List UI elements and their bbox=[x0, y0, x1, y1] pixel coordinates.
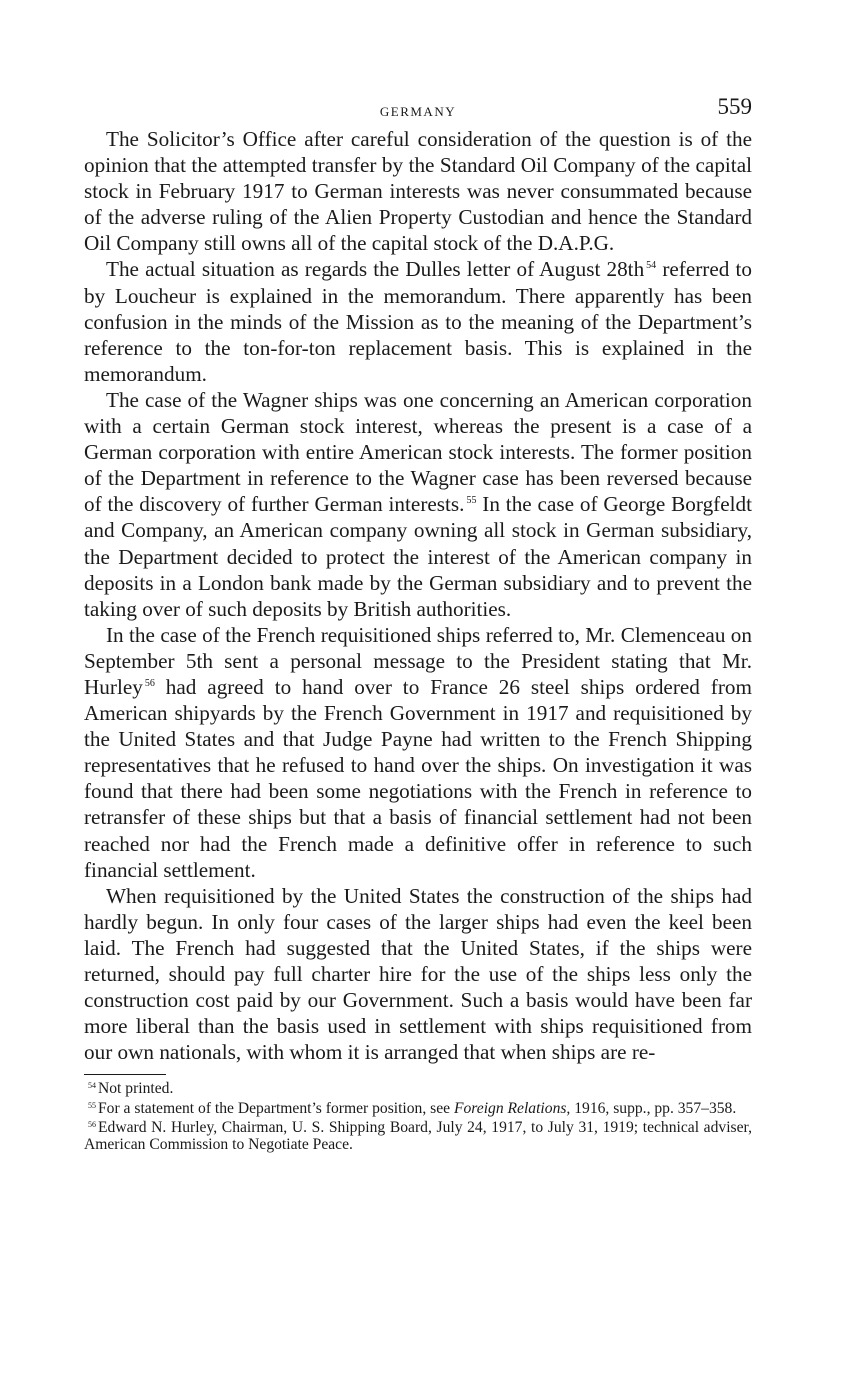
page-number: 559 bbox=[717, 94, 752, 119]
footnote-54-number: 54 bbox=[88, 1081, 96, 1091]
paragraph-2-text-b: referred to by Loucheur is explained in the memorandum. There apparently has been confusion in the minds of the Mission as to the meaning of the Department’s reference to the ton-for-ton replacement basis. This is explained in the memorandum. bbox=[84, 257, 752, 386]
footnote-55-text-a: For a statement of the Department’s former position, see bbox=[98, 1099, 454, 1117]
paragraph-1-text: The Solicitor’s Office after careful consideration of the question is of the opinion that the attempted transfer by the Standard Oil Company of the capital stock in February 1917 to German interests was never consummated because of the adverse ruling of the Alien Property Custodian and hence the Standard Oil Company still owns all of the capital stock of the D.A.P.G. bbox=[84, 127, 752, 256]
running-head: GERMANY bbox=[379, 104, 457, 119]
paragraph-2-text-a: The actual situation as regards the Dulles letter of August 28th bbox=[106, 257, 645, 282]
footnote-56 bbox=[84, 1117, 752, 1153]
footnote-54-text: Not printed. bbox=[98, 1080, 174, 1098]
footnote-56-number: 56 bbox=[88, 1120, 96, 1130]
paragraph-4-text-a: In the case of the French requisitioned ships referred to, Mr. Clemenceau on September 5th sent a personal message to the President stating that Mr. Hurley bbox=[84, 622, 752, 699]
footnote-divider bbox=[84, 1074, 166, 1075]
paragraph-2 bbox=[84, 256, 752, 386]
footnote-ref-56[interactable]: 56 bbox=[144, 677, 155, 689]
footnote-54 bbox=[84, 1078, 752, 1097]
footnote-55-italic-title: Foreign Relations, bbox=[453, 1099, 571, 1117]
footnote-56-text: Edward N. Hurley, Chairman, U. S. Shipping Board, July 24, 1917, to July 31, 1919; technical adviser, American Commission to Negotiate Peace. bbox=[84, 1119, 752, 1153]
footnote-ref-55[interactable]: 55 bbox=[466, 495, 477, 507]
footnote-55 bbox=[84, 1098, 752, 1117]
paragraph-5 bbox=[84, 883, 752, 1066]
footnote-ref-54[interactable]: 54 bbox=[646, 260, 657, 272]
document-page bbox=[84, 92, 752, 1153]
page-header bbox=[84, 92, 752, 126]
paragraph-3-text-a: The case of the Wagner ships was one concerning an American corporation with a certain German stock interest, whereas the present is a case of a German corporation with entire American stock interests. The former position of the Department in reference to the Wagner case has been reversed because of the discovery of further German interests. bbox=[84, 387, 752, 517]
paragraph-1 bbox=[84, 126, 752, 256]
paragraph-4-text-b: had agreed to hand over to France 26 steel ships ordered from American shipyards by the French Government in 1917 and requisitioned by the United States and that Judge Payne had written to the French Shipping representatives that he refused to hand over the ships. On investigation it was found that there had been some negotiations with the French in reference to retransfer of these ships but that a basis of financial settlement had not been reached nor had the French made a definitive offer in reference to such financial settlement. bbox=[84, 674, 752, 882]
paragraph-3-text-b: In the case of George Borgfeldt and Company, an American company owning all stock in German subsidiary, the Department decided to protect the interest of the American company in deposits in a London bank made by the German subsidiary and to prevent the taking over of such deposits by British authorities. bbox=[84, 492, 752, 621]
paragraph-4 bbox=[84, 622, 752, 883]
body-text bbox=[84, 126, 752, 1065]
footnote-55-number: 55 bbox=[88, 1100, 96, 1110]
paragraph-3 bbox=[84, 387, 752, 622]
footnote-55-text-b: 1916, supp., pp. 357–358. bbox=[570, 1099, 737, 1117]
footnotes bbox=[84, 1078, 752, 1153]
paragraph-5-text: When requisitioned by the United States the construction of the ships had hardly begun. In only four cases of the larger ships had even the keel been laid. The French had suggested that the United States, if the ships were returned, should pay full charter hire for the use of the ships less only the construction cost paid by our Government. Such a basis would have been far more liberal than the basis used in settlement with ships requisitioned from our own nationals, with whom it is arranged that when ships are re- bbox=[84, 883, 752, 1065]
